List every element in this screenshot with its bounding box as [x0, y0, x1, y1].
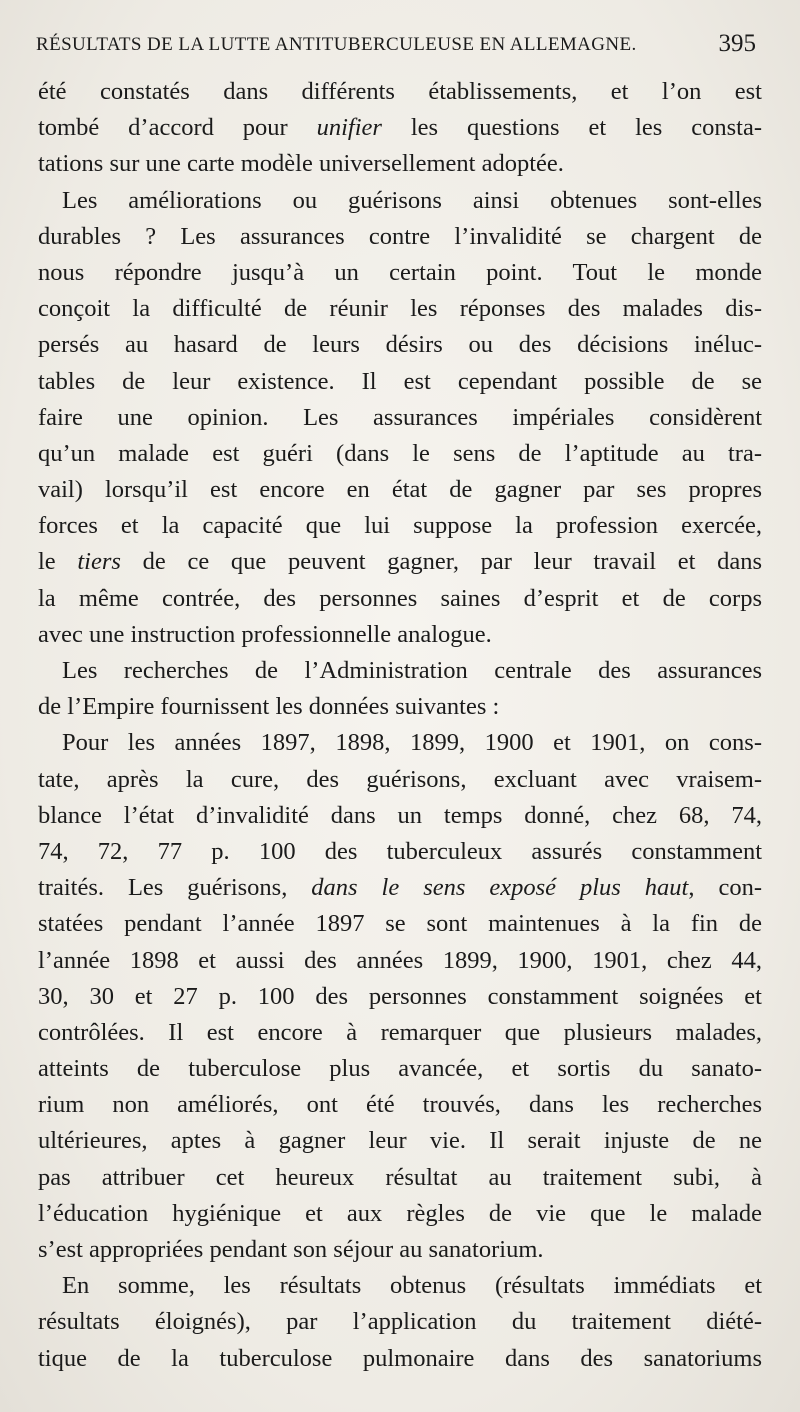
text-line: qu’un malade est guéri (dans le sens de l’aptitude au tra- [38, 439, 762, 467]
paragraph-start-line: Pour les années 1897, 1898, 1899, 1900 et 1901, on cons- [62, 729, 762, 757]
text-line: tables de leur existence. Il est cependant possible de se [38, 367, 762, 395]
text-line: tate, après la cure, des guérisons, excluant avec vraisem- [38, 765, 762, 793]
text-line: la même contrée, des personnes saines d’esprit et de corps [38, 584, 762, 612]
running-head: RÉSULTATS DE LA LUTTE ANTITUBERCULEUSE EN ALLEMAGNE. [36, 34, 637, 55]
page-number: 395 [718, 30, 756, 57]
text-line: tations sur une carte modèle universellement adoptée. [38, 150, 564, 178]
text-line: résultats éloignés), par l’application du traitement diété- [38, 1308, 762, 1336]
text-line: 74, 72, 77 p. 100 des tuberculeux assurés constamment [38, 837, 762, 865]
text-line: de l’Empire fournissent les données suivantes : [38, 693, 500, 721]
text-line: contrôlées. Il est encore à remarquer que plusieurs malades, [38, 1018, 762, 1046]
text-line: faire une opinion. Les assurances impériales considèrent [38, 403, 762, 431]
text-line: s’est appropriées pendant son séjour au sanatorium. [38, 1236, 544, 1263]
paragraph-start-line: Les recherches de l’Administration centrale des assurances [62, 657, 762, 684]
text-line: conçoit la difficulté de réunir les réponses des malades dis- [38, 295, 762, 323]
text-line: ultérieures, aptes à gagner leur vie. Il serait injuste de ne [38, 1127, 762, 1155]
text-line: tique de la tuberculose pulmonaire dans des sanatoriums [38, 1344, 762, 1372]
text-line: statées pendant l’année 1897 se sont maintenues à la fin de [38, 910, 762, 938]
text-line: forces et la capacité que lui suppose la profession exercée, [38, 512, 762, 540]
text-line: vail) lorsqu’il est encore en état de gagner par ses propres [38, 476, 762, 504]
emphasis: tiers [77, 548, 121, 576]
paragraph-start-line: En somme, les résultats obtenus (résultats immédiats et [62, 1272, 762, 1300]
text-line: l’éducation hygiénique et aux règles de vie que le malade [38, 1199, 762, 1227]
body-text [38, 74, 762, 1377]
text-line: pas attribuer cet heureux résultat au traitement subi, à [38, 1163, 762, 1191]
page-header [36, 30, 756, 66]
text-line: été constatés dans différents établissements, et l’on est [38, 78, 762, 105]
paragraph-start-line: Les améliorations ou guérisons ainsi obtenues sont-elles [62, 186, 762, 214]
text-line: l’année 1898 et aussi des années 1899, 1900, 1901, chez 44, [38, 946, 762, 974]
text-line: rium non améliorés, ont été trouvés, dans les recherches [38, 1091, 762, 1119]
text-line: atteints de tuberculose plus avancée, et sortis du sanato- [38, 1055, 762, 1083]
text-line: tombé d’accord pour unifier les questions et les consta- [38, 114, 762, 142]
text-line: le tiers de ce que peuvent gagner, par leur travail et dans [38, 548, 762, 576]
text-line: traités. Les guérisons, dans le sens exposé plus haut, con- [38, 874, 762, 902]
text-line: 30, 30 et 27 p. 100 des personnes constamment soignées et [38, 982, 762, 1010]
text-line: avec une instruction professionnelle analogue. [38, 620, 492, 648]
text-line: nous répondre jusqu’à un certain point. Tout le monde [38, 258, 762, 286]
text-line: blance l’état d’invalidité dans un temps donné, chez 68, 74, [38, 801, 762, 829]
text-line: durables ? Les assurances contre l’invalidité se chargent de [38, 222, 762, 250]
text-line: persés au hasard de leurs désirs ou des décisions inéluc- [38, 331, 762, 359]
emphasis: unifier [316, 114, 382, 142]
emphasis: dans le sens exposé plus haut [311, 874, 689, 902]
